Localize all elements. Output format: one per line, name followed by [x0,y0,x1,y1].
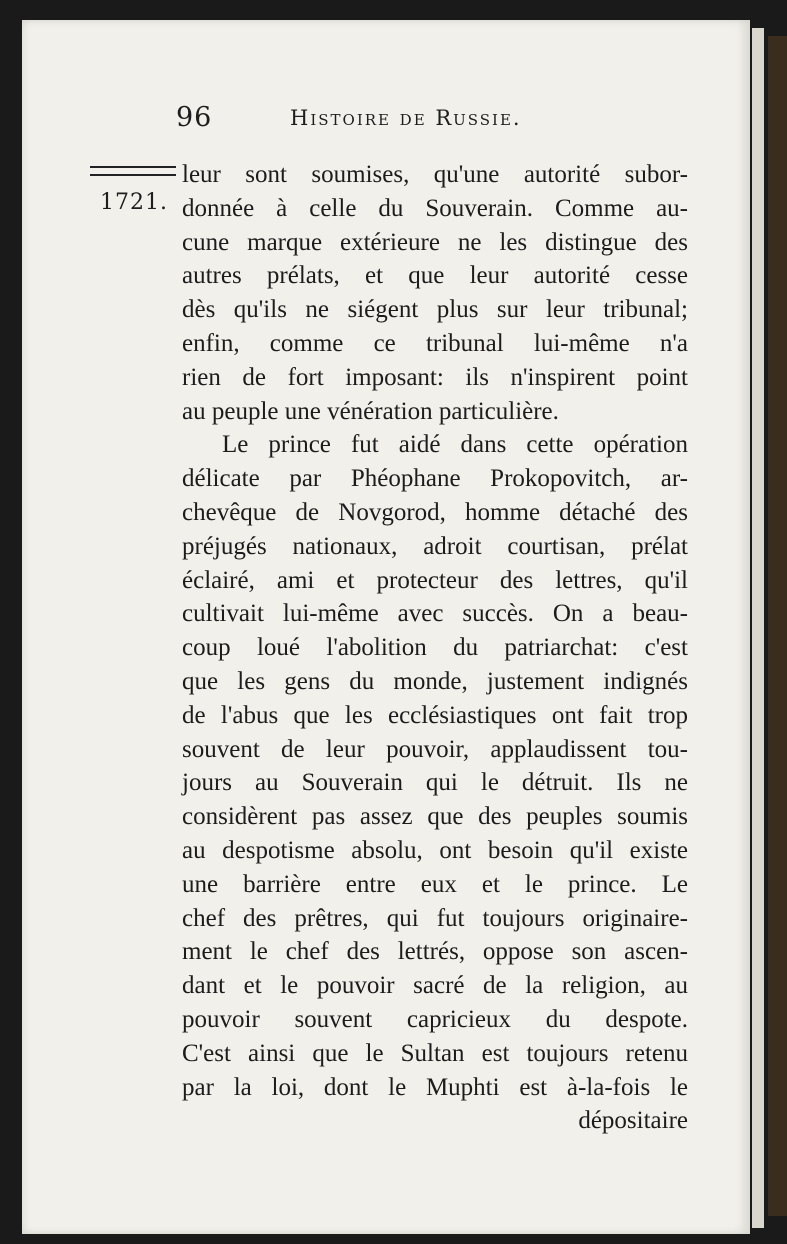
text-line: au despotisme absolu, ont besoin qu'il existe [182,836,688,864]
text-line: Le prince fut aidé dans cette opération [222,431,688,459]
text-line: par la loi, dont le Muphti est à-la-fois le [182,1073,688,1101]
text-line: de l'abus que les ecclésiastiques ont fait trop [182,701,688,729]
text-line: souvent de leur pouvoir, applaudissent tou- [182,735,688,763]
body-text [182,158,688,1138]
text-line: ment le chef des lettrés, oppose son ascen- [182,938,688,966]
page-header [0,102,787,142]
page-fore-edge [752,28,764,1228]
text-line: coup loué l'abolition du patriarchat: c'est [182,634,688,662]
text-line: cune marque extérieure ne les distingue des [182,228,688,256]
text-line: une barrière entre eux et le prince. Le [182,870,688,898]
text-line: chef des prêtres, qui fut toujours originaire- [182,904,688,932]
page-number: 96 [176,102,213,133]
text-line: dant et le pouvoir sacré de la religion, au [182,972,688,1000]
text-line: chevêque de Novgorod, homme détaché des [182,498,688,526]
text-line: que les gens du monde, justement indignés [182,667,688,695]
text-line: enfin, comme ce tribunal lui-même n'a [182,329,688,357]
text-line: donnée à celle du Souverain. Comme au- [182,194,688,222]
text-line: délicate par Phéophane Prokopovitch, ar- [182,465,688,493]
text-line: autres prélats, et que leur autorité cesse [182,262,688,290]
catchword: dépositaire [578,1107,688,1135]
text-line: C'est ainsi que le Sultan est toujours retenu [182,1039,688,1067]
text-line: dès qu'ils ne siégent plus sur leur tribunal; [182,296,688,324]
text-line: cultivait lui-même avec succès. On a beau- [182,600,688,628]
margin-double-rule [90,166,176,176]
text-line: préjugés nationaux, adroit courtisan, prélat [182,532,688,560]
text-line: jours au Souverain qui le détruit. Ils ne [182,769,688,797]
adjacent-page-edge [768,36,787,1216]
text-line: considèrent pas assez que des peuples soumis [182,803,688,831]
margin-year-note: 1721. [100,190,168,215]
text-line: pouvoir souvent capricieux du despote. [182,1005,688,1033]
text-line: au peuple une vénération particulière. [182,397,559,425]
text-line: éclairé, ami et protecteur des lettres, qu'il [182,566,688,594]
text-line: leur sont soumises, qu'une autorité subor- [182,161,688,188]
running-title: Histoire de Russie. [290,106,522,130]
text-line: rien de fort imposant: ils n'inspirent point [182,363,688,391]
